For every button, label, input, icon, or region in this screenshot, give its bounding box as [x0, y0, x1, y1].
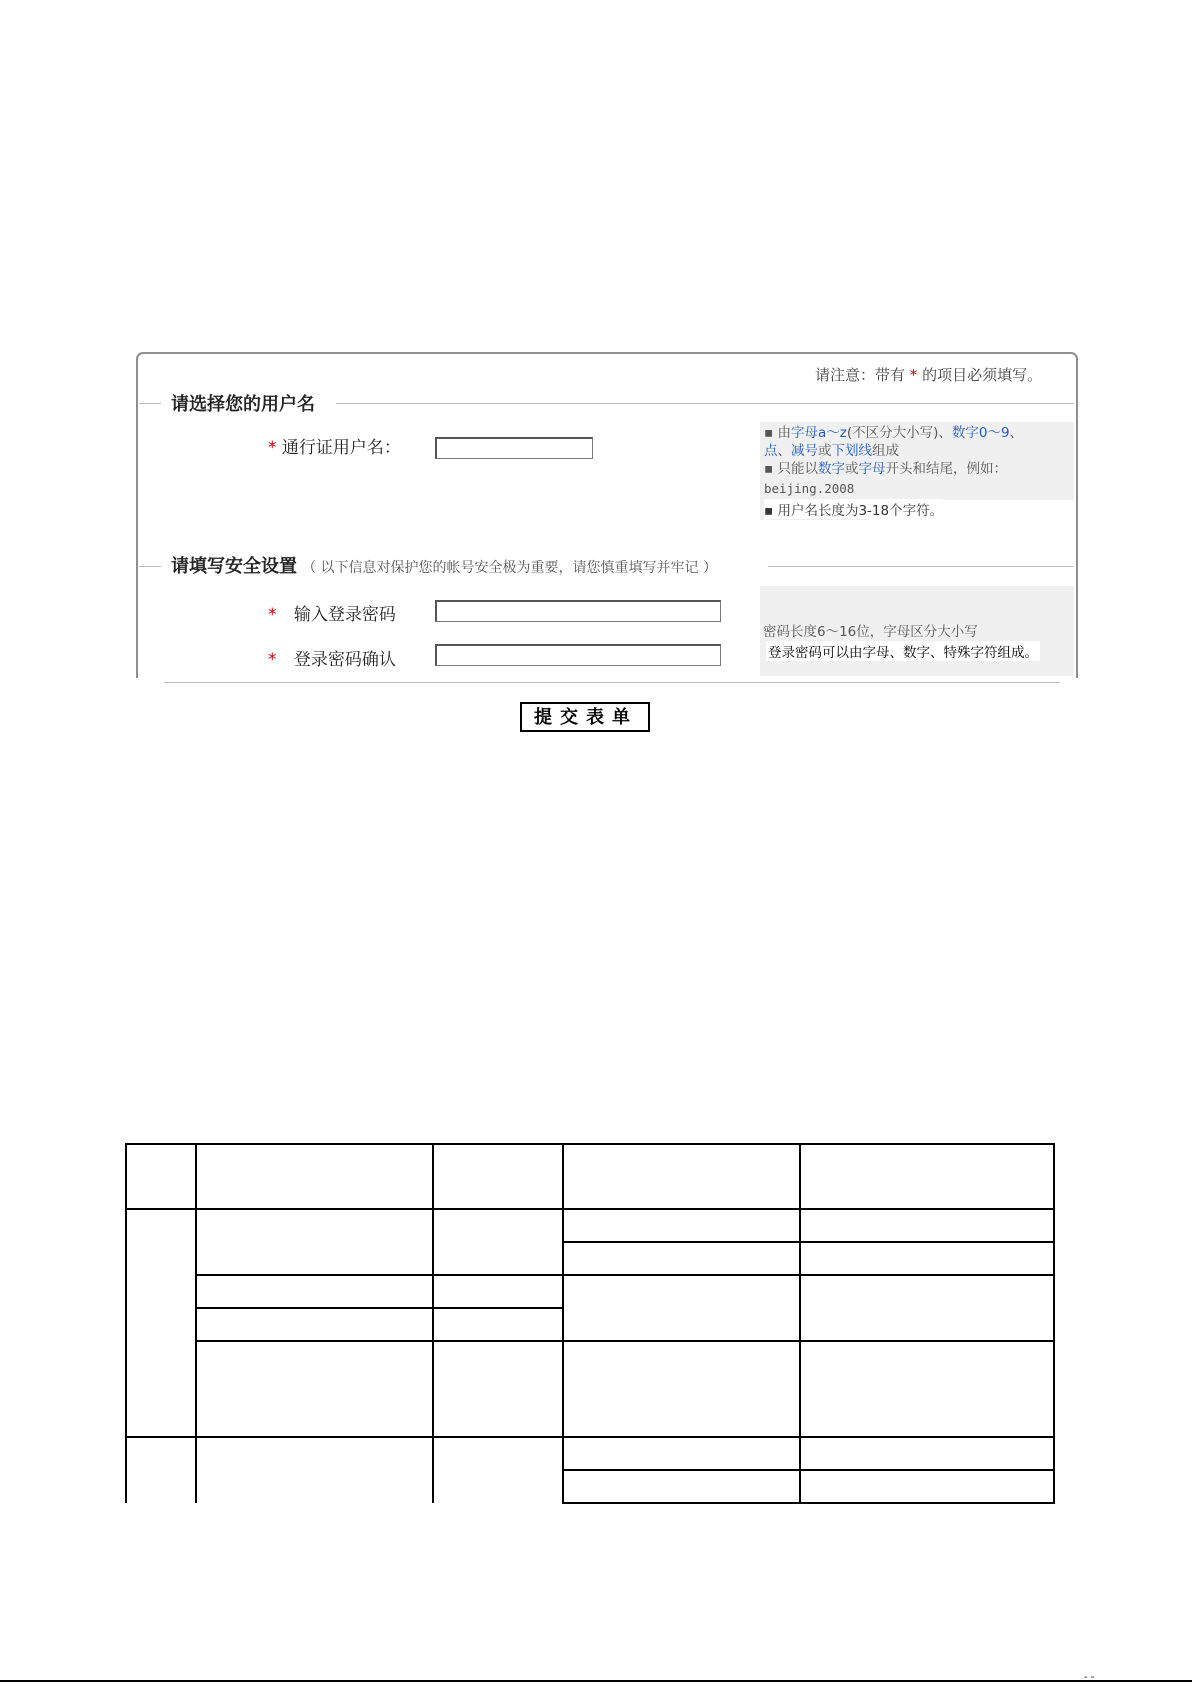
table-cell: [563, 1437, 800, 1470]
required-notice: [815, 364, 1042, 385]
password-hint-line-2: 登录密码可以由字母、数字、特殊字符组成。: [766, 641, 1040, 661]
notice-prefix: 请注意：带有: [815, 366, 906, 384]
section2-rule-right: [768, 566, 1074, 567]
table-cell: [126, 1209, 196, 1437]
table-cell: [196, 1275, 433, 1308]
section1-rule-right: [336, 403, 1074, 404]
hint-text: 或: [818, 443, 832, 459]
table-cell: [563, 1144, 800, 1209]
hint-link-minus: 减号: [791, 443, 818, 459]
empty-table: [125, 1143, 1055, 1504]
table-row: [126, 1275, 1054, 1308]
section2-title: 请填写安全设置: [171, 556, 297, 577]
table-cell: [196, 1308, 433, 1341]
password-input[interactable]: [435, 600, 721, 622]
hint-line-length: ▪ 用户名长度为3-18个字符。: [764, 499, 943, 519]
hint-line-1: [764, 424, 1023, 442]
confirm-password-input[interactable]: [435, 644, 721, 666]
table-cell: [563, 1242, 800, 1275]
required-star-icon: *: [909, 366, 918, 384]
table-cell: [196, 1341, 433, 1437]
table-cell: [800, 1242, 1054, 1275]
table-cell: [196, 1437, 433, 1503]
hint-line-3: [764, 460, 1007, 478]
username-required-star-icon: *: [268, 438, 277, 458]
table-cell: [563, 1209, 800, 1242]
table-row: [126, 1437, 1054, 1470]
password-label-row: [268, 600, 396, 625]
hint-link-letters: 字母a～z: [790, 425, 847, 441]
table-cell: [800, 1470, 1054, 1503]
section1-title: 请选择您的用户名: [171, 394, 315, 415]
hint-link-digits: 数字0～9: [951, 425, 1010, 441]
hint-text: 、: [777, 443, 791, 459]
table-cell: [800, 1275, 1054, 1341]
table-cell: [433, 1144, 563, 1209]
username-label: 通行证用户名：: [281, 438, 401, 458]
hint-text: 、: [1009, 425, 1024, 441]
password-label: 输入登录密码: [293, 605, 396, 625]
table-cell: [196, 1209, 433, 1275]
table-cell: [800, 1437, 1054, 1470]
confirm-label: 登录密码确认: [293, 650, 396, 670]
table-row: [126, 1209, 1054, 1242]
table-cell: [563, 1341, 800, 1437]
page-footer-mark: - -: [1084, 1672, 1095, 1683]
section2-header: [171, 552, 717, 578]
confirm-label-row: [268, 645, 396, 670]
table-cell: [196, 1144, 433, 1209]
table-cell: [800, 1209, 1054, 1242]
username-hint-box: [760, 422, 1074, 500]
hint-text: ▪ 由: [764, 425, 791, 441]
notice-suffix: 的项目必须填写。: [922, 366, 1043, 384]
hint-link-underscore: 下划线: [831, 443, 872, 459]
password-hint-line-1: 密码长度6～16位，字母区分大小写: [763, 624, 978, 640]
password-required-star-icon: *: [268, 605, 277, 625]
table-cell: [563, 1470, 800, 1503]
hint-text: 开头和结尾，例如：: [885, 461, 1007, 477]
section1-rule-left: [139, 403, 161, 404]
username-label-row: [268, 433, 401, 458]
table-cell: [433, 1209, 563, 1275]
hint-link-letter: 字母: [858, 461, 886, 477]
username-input[interactable]: [435, 437, 593, 459]
table-cell: [126, 1437, 196, 1503]
hint-line-example: beijing.2008: [764, 481, 855, 496]
hint-line-2: [764, 442, 899, 460]
table-cell: [800, 1144, 1054, 1209]
table-cell: [433, 1275, 563, 1308]
hint-link-digit: 数字: [817, 461, 845, 477]
table-row: [126, 1341, 1054, 1437]
hint-text: 或: [844, 461, 859, 477]
table-cell: [433, 1341, 563, 1437]
submit-form-button[interactable]: 提交表单: [520, 702, 650, 732]
table-header-row: [126, 1144, 1054, 1209]
table-cell: [433, 1308, 563, 1341]
section2-note: （ 以下信息对保护您的帐号安全极为重要，请您慎重填写并牢记 ）: [302, 560, 717, 576]
table-cell: [126, 1144, 196, 1209]
hint-text: ▪ 只能以: [764, 461, 818, 477]
section2-rule-left: [139, 566, 161, 567]
confirm-required-star-icon: *: [268, 650, 277, 670]
table-cell: [800, 1341, 1054, 1437]
table-cell: [563, 1275, 800, 1341]
table-cell: [433, 1437, 563, 1503]
hint-text: (不区分大小写)、: [846, 425, 952, 441]
hint-text: 组成: [872, 443, 899, 459]
form-bottom-rule: [164, 682, 1060, 683]
hint-link-dot: 点: [764, 443, 778, 459]
page-footer-rule: [0, 1680, 1192, 1682]
